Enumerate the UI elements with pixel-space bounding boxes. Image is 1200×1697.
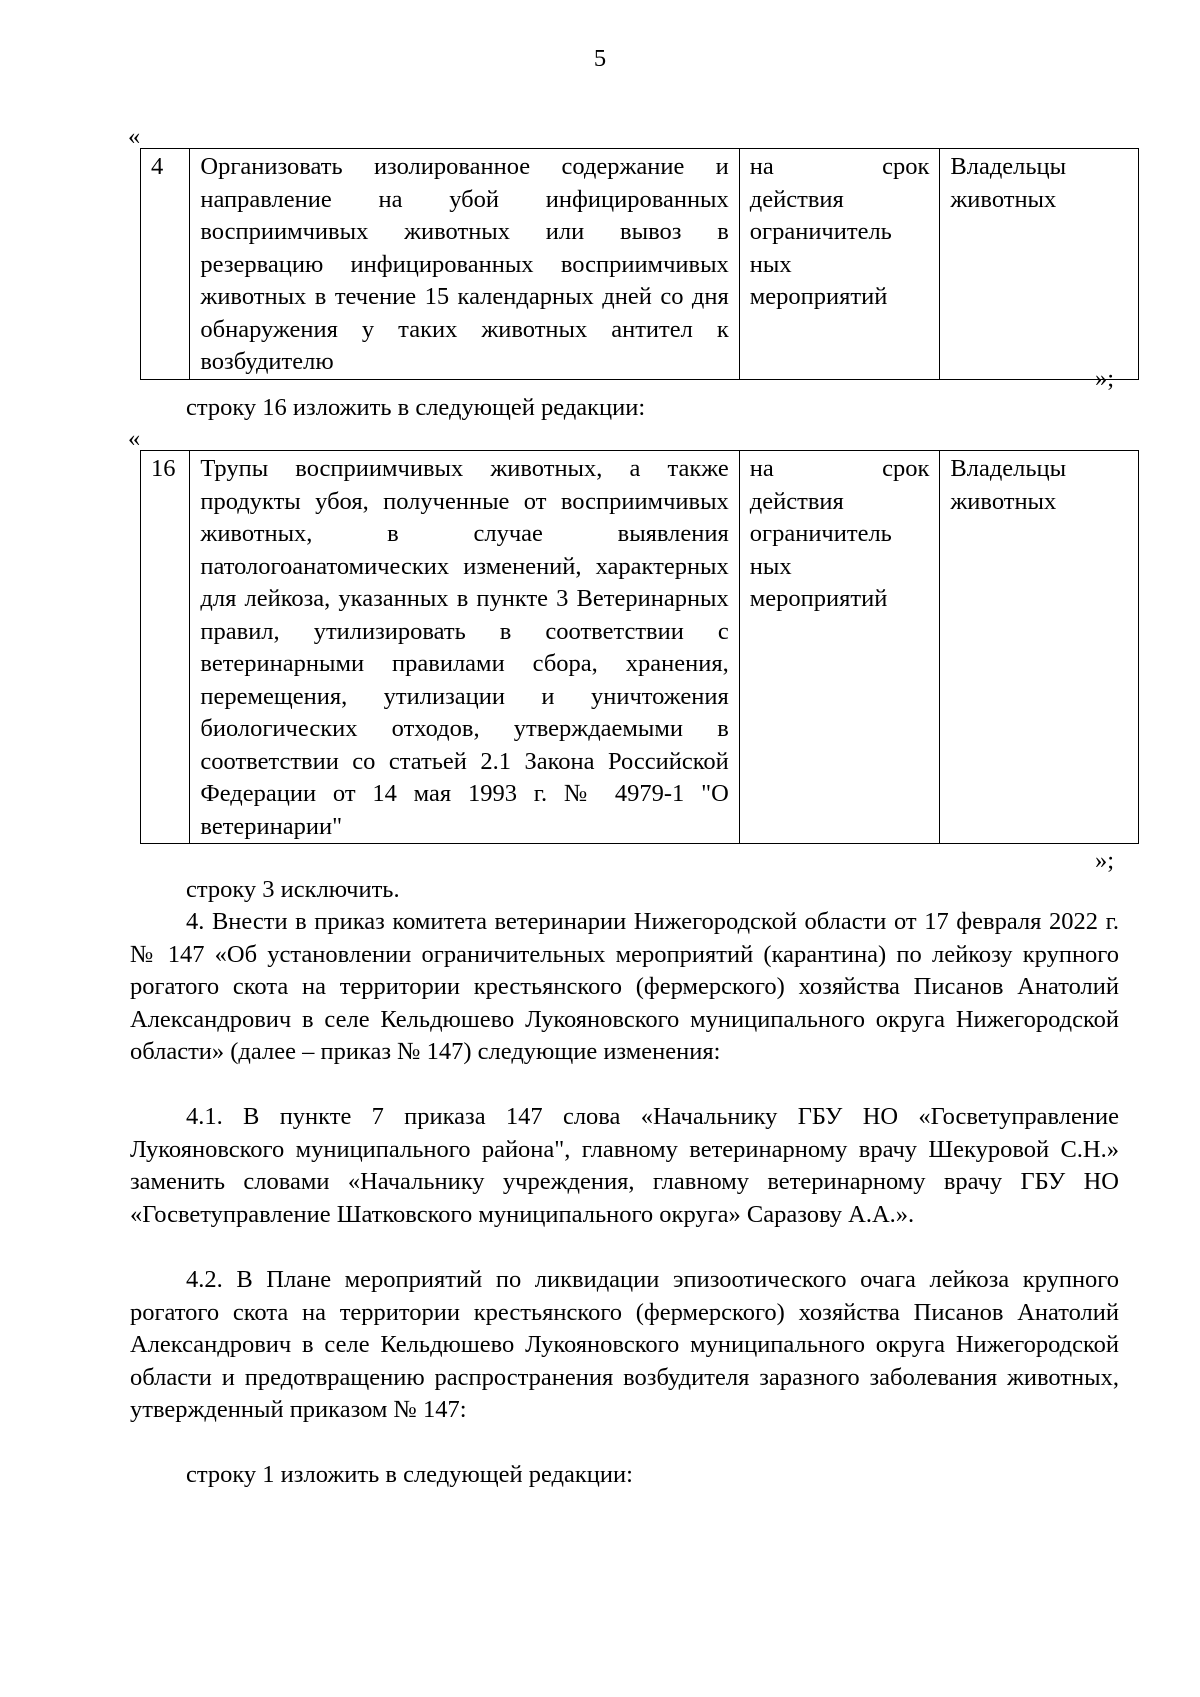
term-word-na: на	[749, 153, 774, 180]
row-responsible: Владельцы животных	[940, 149, 1139, 380]
row-text: Трупы восприимчивых животных, а также продукты убоя, полученные от восприимчивых животных, в случае выявления патологоанатомических изменений, характерных для лейкоза, указанных в пункте 3 Ветеринарных правил, утилизировать в соответствии с ветеринарными правилами сбора, хранения, перемещения, утилизации и уничтожения биологических отходов, утверждаемыми в соответствии со статьей 2.1 Закона Российской Федерации от 14 мая 1993 г. № 4979-1 "О ветеринарии"	[190, 451, 739, 844]
opening-quote: «	[128, 123, 141, 150]
closing-quote: »;	[1094, 365, 1114, 392]
paragraph-4: 4. Внести в приказ комитета ветеринарии Нижегородской области от 17 февраля 2022 г. № 147 «Об установлении ограничительных мероприятий (карантина) по лейкозу крупного рогатого скота на территории крестьянского (фермерского) хозяйства Писанов Анатолий Александрович в селе Кельдюшево Лукояновского муниципального округа Нижегородской области» (далее – приказ № 147) следующие изменения:	[130, 908, 1119, 1065]
table-row-16	[140, 450, 1139, 844]
opening-quote: «	[128, 425, 141, 452]
page-number: 5	[593, 45, 607, 72]
term-rest: действия ограничитель ных мероприятий	[749, 487, 892, 612]
row-term	[739, 149, 940, 380]
intro-row-16: строку 16 изложить в следующей редакции:	[186, 394, 646, 421]
intro-row-1: строку 1 изложить в следующей редакции:	[186, 1461, 633, 1488]
term-word-srok: срок	[882, 455, 930, 482]
paragraph-4-2: 4.2. В Плане мероприятий по ликвидации эпизоотического очага лейкоза крупного рогатого скота на территории крестьянского (фермерского) хозяйства Писанов Анатолий Александрович в селе Кельдюшево Лукояновского муниципального округа Нижегородской области и предотвращению распространения возбудителя заразного заболевания животных, утвержденный приказом № 147:	[130, 1266, 1119, 1423]
term-rest: действия ограничитель ных мероприятий	[749, 185, 892, 310]
closing-quote: »;	[1094, 847, 1114, 874]
row-term	[739, 451, 940, 844]
term-word-na: на	[749, 455, 774, 482]
table-row-4	[140, 148, 1139, 380]
row-responsible: Владельцы животных	[940, 451, 1139, 844]
paragraph-4-1: 4.1. В пункте 7 приказа 147 слова «Начальнику ГБУ НО «Госветуправление Лукояновского муниципального района", главному ветеринарному врачу Шекуровой С.Н.» заменить словами «Начальнику учреждения, главному ветеринарному врачу ГБУ НО «Госветуправление Шатковского муниципального округа» Саразову А.А.».	[130, 1103, 1119, 1228]
row-number: 16	[141, 451, 190, 844]
row-number: 4	[141, 149, 190, 380]
exclude-row-3: строку 3 исключить.	[186, 876, 400, 903]
term-word-srok: срок	[882, 153, 930, 180]
row-text: Организовать изолированное содержание и направление на убой инфицированных восприимчивых животных или вывоз в резервацию инфицированных восприимчивых животных в течение 15 календарных дней со дня обнаружения у таких животных антител к возбудителю	[190, 149, 739, 380]
